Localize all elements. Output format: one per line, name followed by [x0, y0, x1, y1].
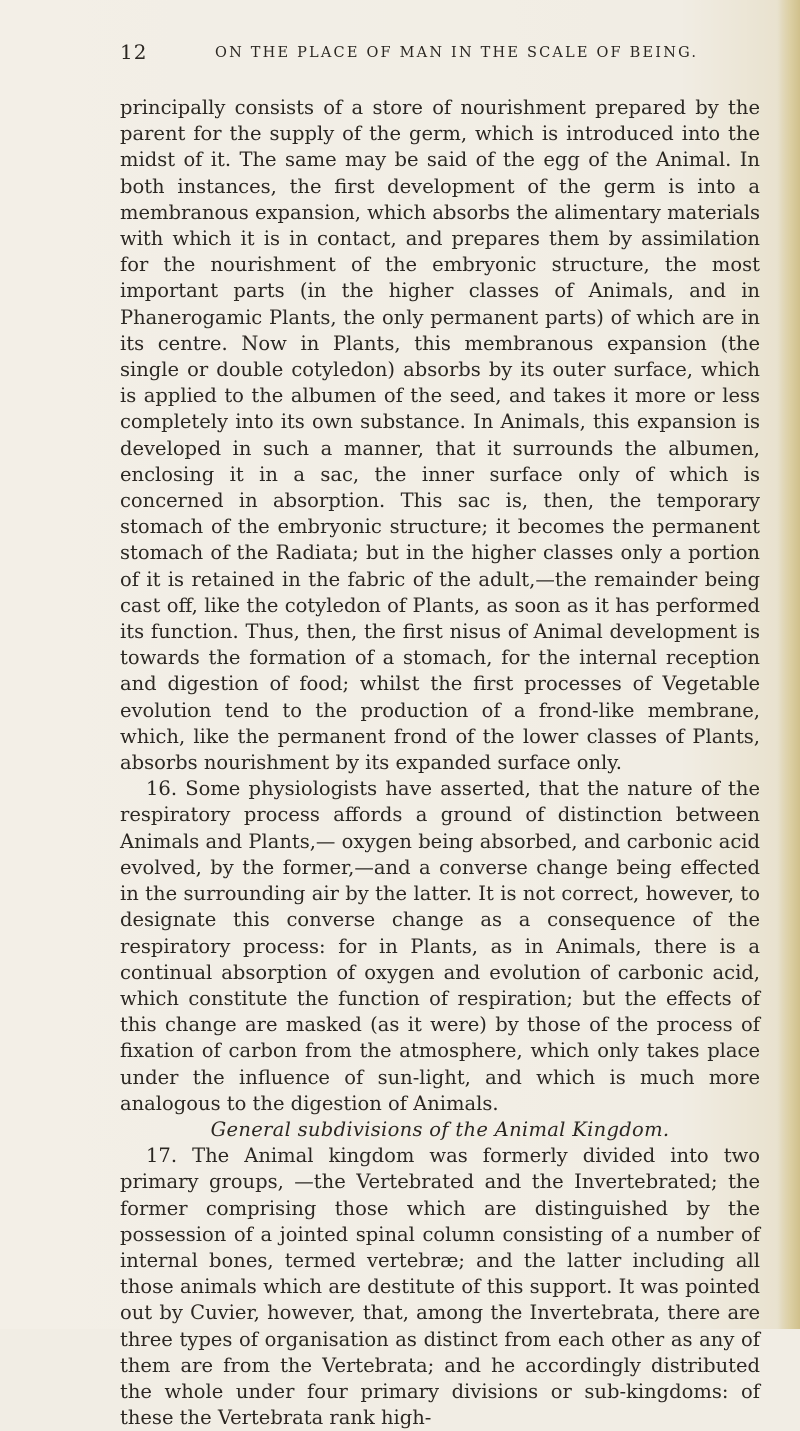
page-number: 12	[120, 40, 148, 64]
paragraph-15-continued: principally consists of a store of nourishment prepared by the parent for the supply of the germ, which is introduced into the midst of it. The same may be said of the egg of the Animal. In both instances, the first development of the germ is into a membranous expansion, which absorbs the alimentary materials with which it is in contact, and prepares them by assimilation for the nourishment of the embryonic structure, the most important parts (in the higher classes of Animals, and in Phanerogamic Plants, the only permanent parts) of which are in its centre. Now in Plants, this membranous expansion (the single or double cotyledon) absorbs by its outer surface, which is applied to the albumen of the seed, and takes it more or less completely into its own substance. In Animals, this expansion is developed in such a manner, that it surrounds the albumen, enclosing it in a sac, the inner surface only of which is concerned in absorption. This sac is, then, the temporary stomach of the embryonic structure; it becomes the permanent stomach of the Radiata; but in the higher classes only a portion of it is retained in the fabric of the adult,—the remainder being cast off, like the cotyledon of Plants, as soon as it has performed its function. Thus, then, the first nisus of Animal development is towards the formation of a stomach, for the internal reception and digestion of food; whilst the first processes of Vegetable evolution tend to the production of a frond-like membrane, which, like the permanent frond of the lower classes of Plants, absorbs nourishment by its expanded surface only.	[120, 96, 760, 775]
page-edge-discoloration	[778, 0, 800, 1329]
paragraph-16: 16. Some physiologists have asserted, that the nature of the respiratory process affords a ground of distinction between Animals and Plants,— oxygen being absorbed, and carbonic acid evolved, by the former,—and a converse change being effected in the surrounding air by the latter. It is not correct, however, to designate this converse change as a consequence of the respiratory process: for in Plants, as in Animals, there is a continual absorption of oxygen and evolution of carbonic acid, which constitute the function of respiration; but the effects of this change are masked (as it were) by those of the process of fixation of carbon from the atmosphere, which only takes place under the influence of sun-light, and which is much more analogous to the digestion of Animals.	[120, 777, 760, 1115]
page-header	[120, 40, 760, 70]
running-head: ON THE PLACE OF MAN IN THE SCALE OF BEING.	[215, 45, 699, 61]
paragraph-17: 17. The Animal kingdom was formerly divided into two primary groups, —the Vertebrated and the Invertebrated; the former comprising those which are distinguished by the possession of a jointed spinal column consisting of a number of internal bones, termed vertebræ; and the latter including all those animals which are destitute of this support. It was pointed out by Cuvier, however, that, among the Invertebrata, there are three types of organisation as distinct from each other as any of them are from the Vertebrata; and he accordingly distributed the whole under four primary divisions or sub-kingdoms: of these the Vertebrata rank high-	[120, 1144, 760, 1430]
body-text	[120, 95, 760, 1431]
section-heading: General subdivisions of the Animal Kingdom.	[210, 1117, 670, 1141]
